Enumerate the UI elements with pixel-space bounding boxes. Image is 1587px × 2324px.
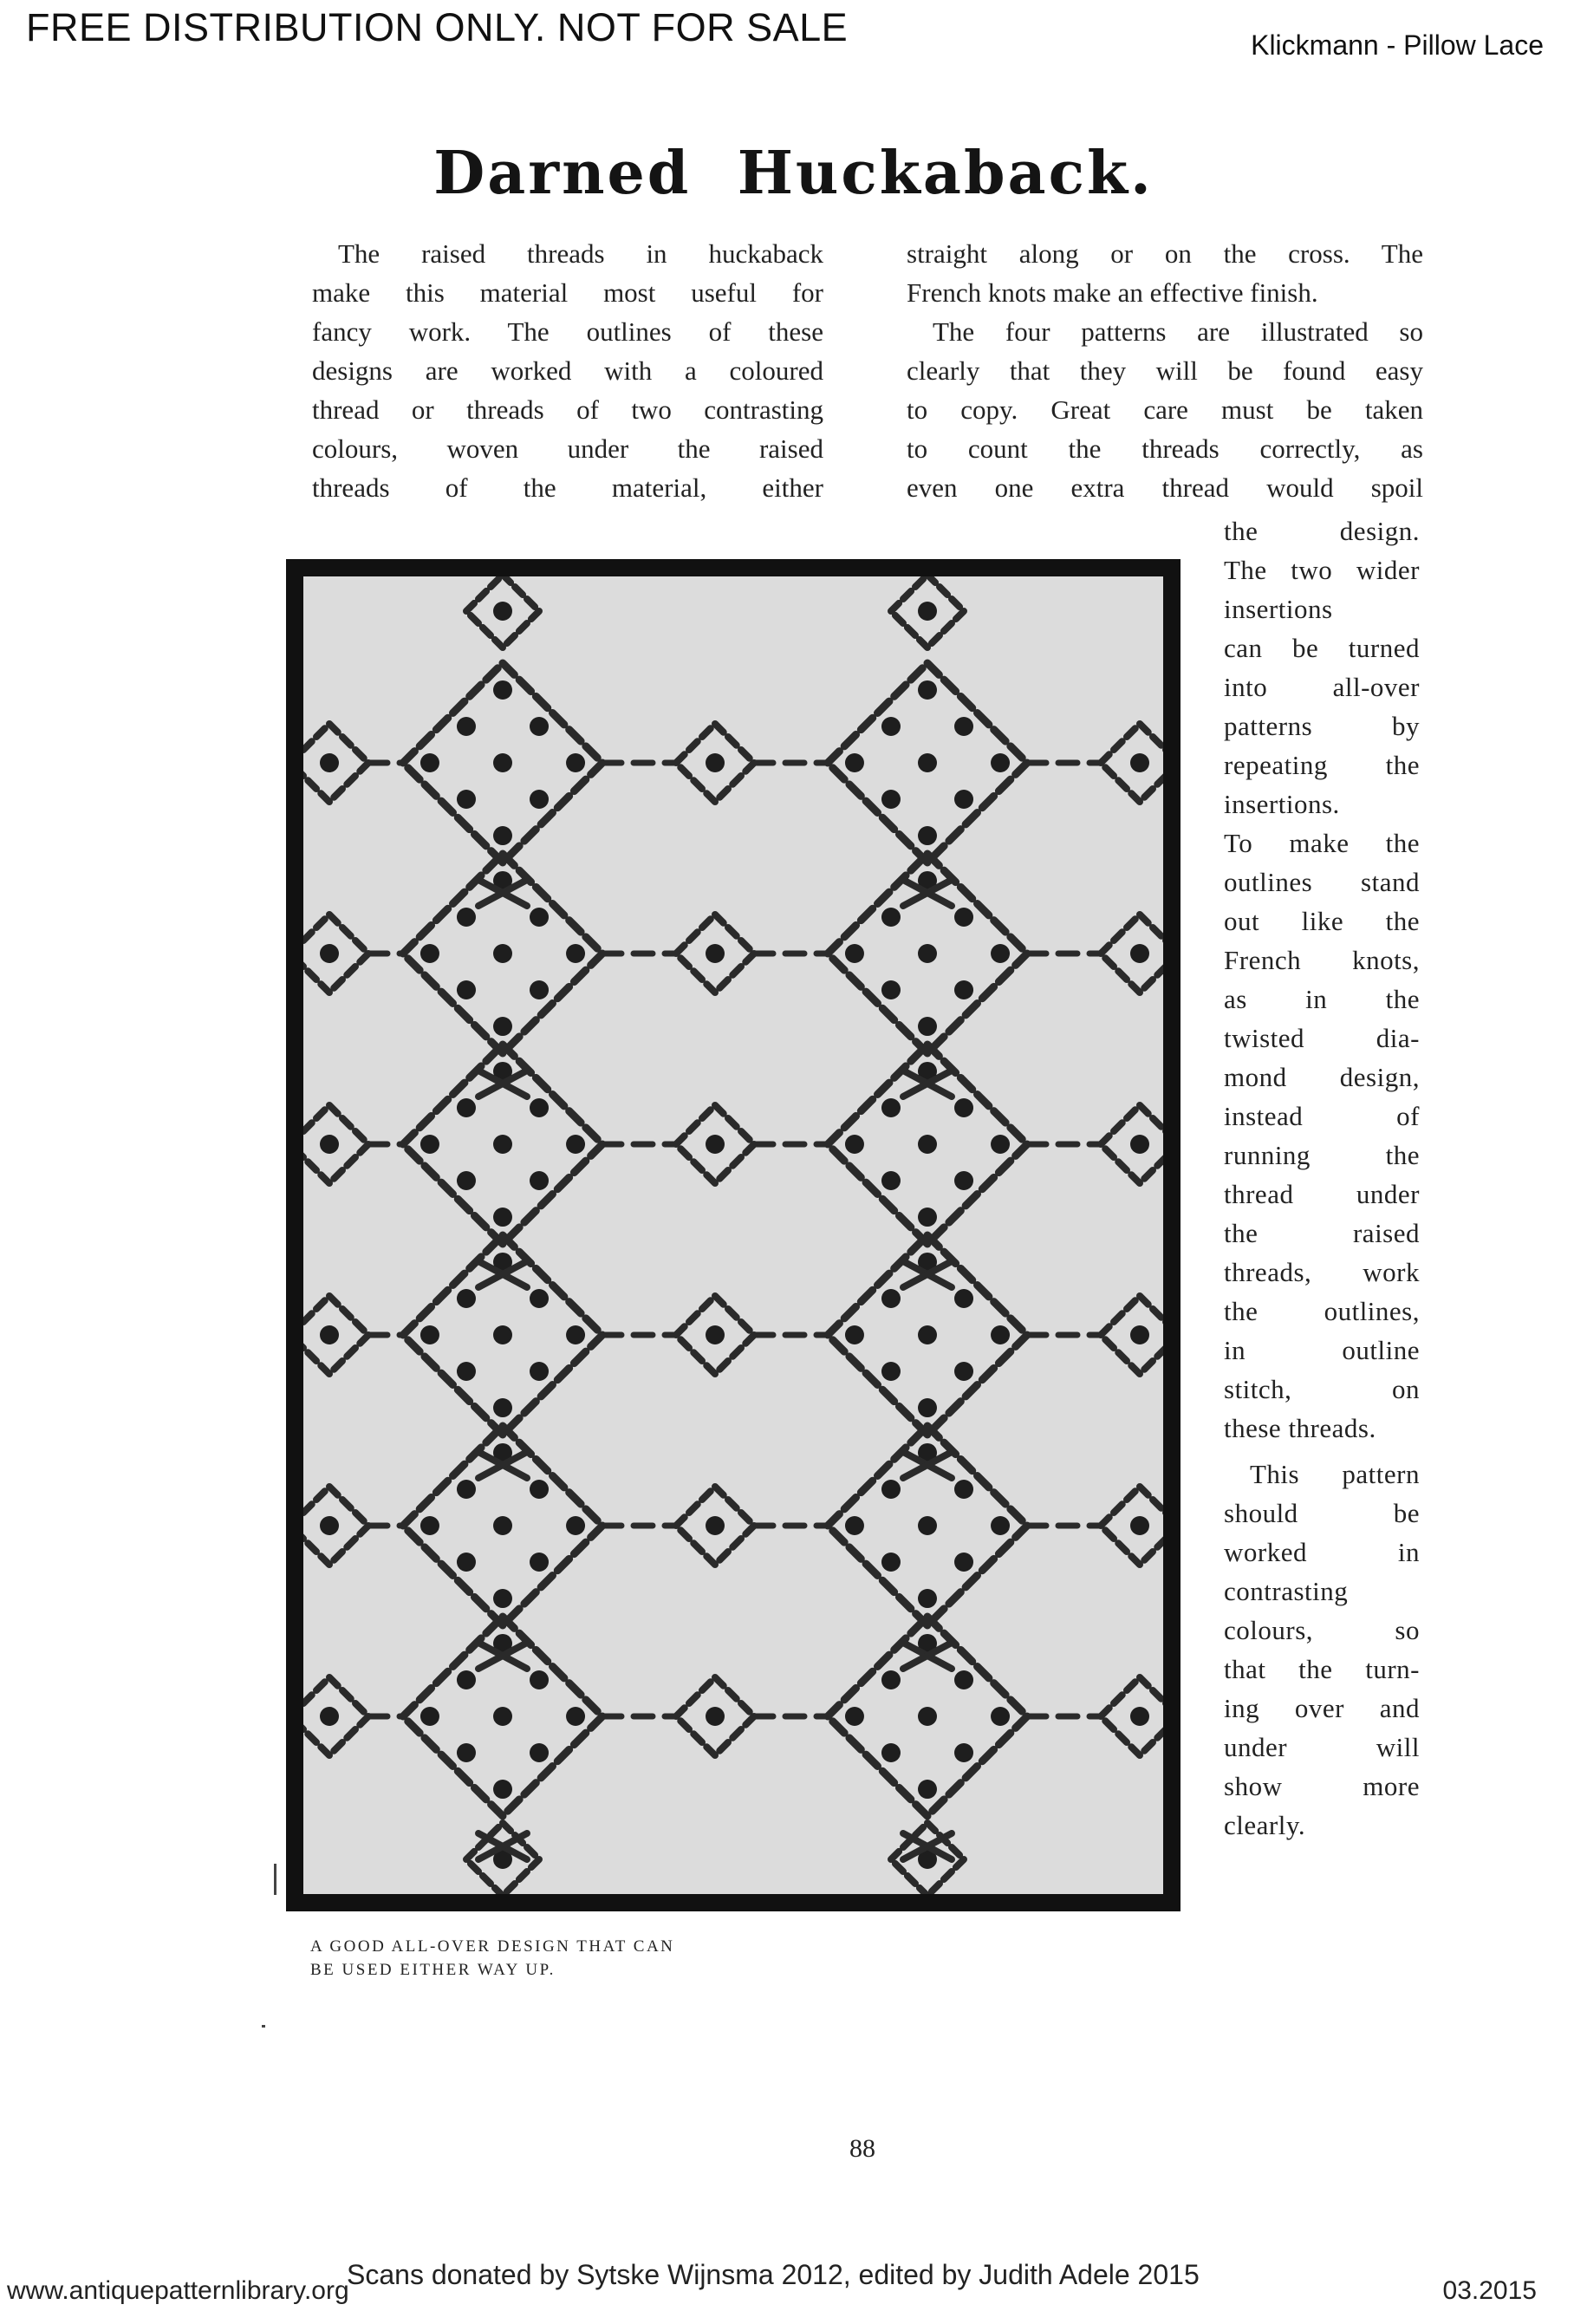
scan-mark [262,2025,265,2028]
text-column-1 [312,234,823,507]
text-line: thread under [1224,1179,1420,1209]
distribution-notice: FREE DISTRIBUTION ONLY. NOT FOR SALE [26,5,849,49]
text-line: under will [1224,1732,1420,1762]
text-line: to count the threads correctly, as [907,433,1423,464]
text-line: the design. [1224,516,1420,546]
text-line: To make the [1224,828,1420,858]
text-line: as in the [1224,984,1420,1014]
text-line: clearly. [1224,1810,1306,1840]
text-line: that the turn- [1224,1654,1420,1684]
scan-mark [274,1864,276,1895]
text-line: out like the [1224,906,1420,936]
text-line: The two wider [1224,555,1420,585]
text-line: repeating the [1224,750,1420,780]
text-line: the raised [1224,1218,1420,1248]
text-line: instead of [1224,1101,1420,1131]
text-line: outlines stand [1224,867,1420,897]
text-line: can be turned [1224,633,1420,663]
page-number: 88 [849,2134,875,2163]
source-label: Klickmann - Pillow Lace [1251,29,1544,61]
text-line: to copy. Great care must be taken [907,394,1423,425]
text-line: into all-over [1224,672,1420,702]
text-line: insertions [1224,594,1333,624]
embroidery-photo [286,559,1180,1911]
text-line: contrasting [1224,1576,1349,1606]
text-line: French knots, [1224,945,1420,975]
text-line: make this material most useful for [312,277,823,308]
scan-credits: Scans donated by Sytske Wijnsma 2012, edited by Judith Adele 2015 [347,2259,1200,2290]
text-line: threads, work [1224,1257,1420,1287]
text-line: clearly that they will be found easy [907,355,1423,386]
text-line: This pattern [1250,1459,1420,1489]
edition-date: 03.2015 [1442,2276,1537,2305]
text-line: mond design, [1224,1062,1420,1092]
text-line: The four patterns are illustrated so [933,316,1423,347]
text-line: colours, woven under the raised [312,433,823,464]
text-line: straight along or on the cross. The [907,238,1423,269]
text-column-2 [907,234,1423,507]
text-line: patterns by [1224,711,1420,741]
caption-line: A GOOD ALL-OVER DESIGN THAT CAN [310,1937,675,1956]
text-line: running the [1224,1140,1420,1170]
text-line: should be [1224,1498,1420,1528]
darned-diamond-pattern [303,576,1163,1894]
text-line: in outline [1224,1335,1420,1365]
text-column-3 [1224,511,1420,1845]
text-line: the outlines, [1224,1296,1420,1326]
text-line: insertions. [1224,789,1340,819]
text-line: colours, so [1224,1615,1420,1645]
text-line: French knots make an effective finish. [907,277,1318,308]
text-line: show more [1224,1771,1420,1801]
text-line: fancy work. The outlines of these [312,316,823,347]
text-line: threads of the material, either [312,472,823,503]
text-line: designs are worked with a coloured [312,355,823,386]
text-line: thread or threads of two contrasting [312,394,823,425]
caption-line: BE USED EITHER WAY UP. [310,1961,556,1979]
text-line: stitch, on [1224,1374,1420,1404]
site-url: www.antiquepatternlibrary.org [7,2276,349,2305]
text-line: even one extra thread would spoil [907,472,1423,503]
figure-caption [310,1935,674,1982]
text-line: worked in [1224,1537,1420,1567]
article-title: Darned Huckaback. [433,139,1154,208]
text-line: The raised threads in huckaback [338,238,823,269]
text-line: twisted dia- [1224,1023,1420,1053]
text-line: these threads. [1224,1413,1376,1443]
text-line: ing over and [1224,1693,1420,1723]
